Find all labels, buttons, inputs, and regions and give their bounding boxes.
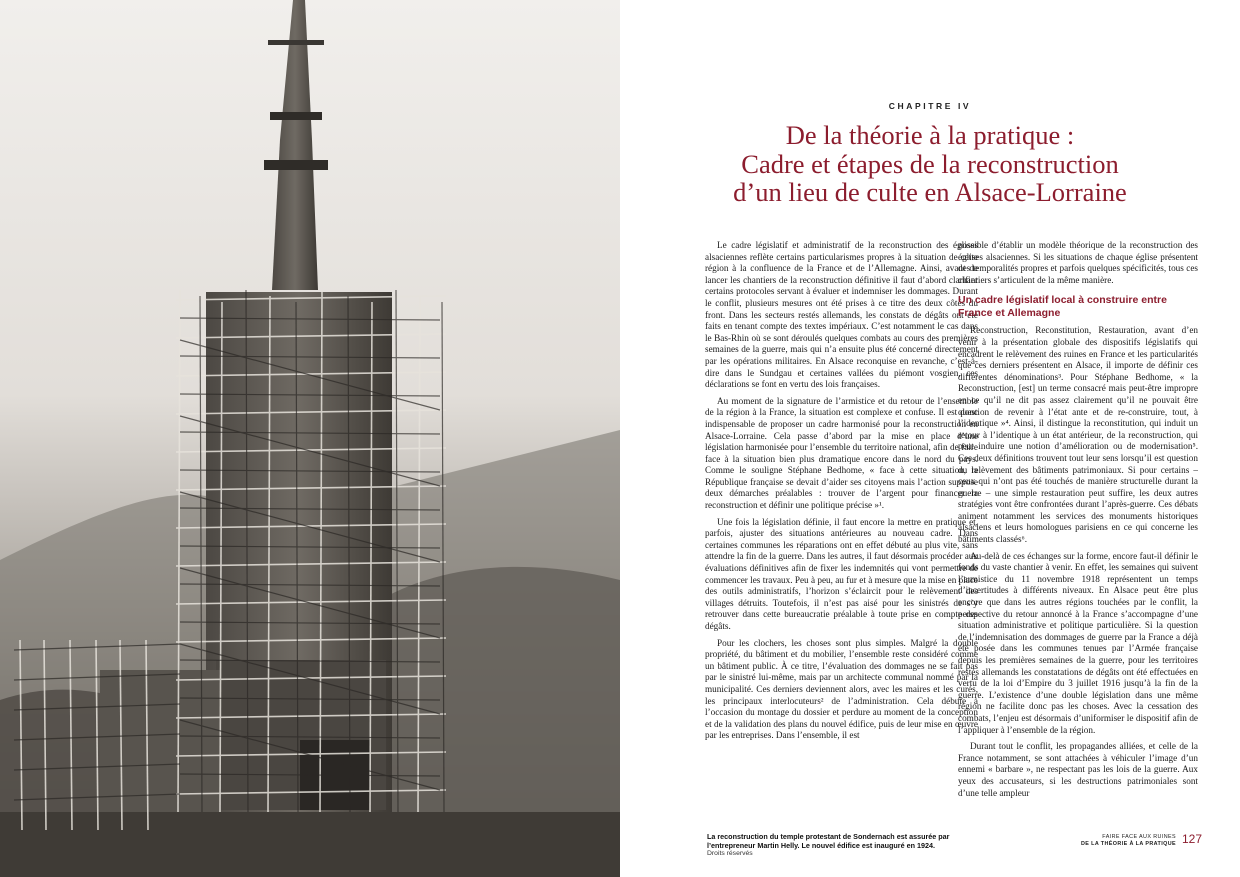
- body-paragraph: Au-delà de ces échanges sur la forme, encore faut-il définir le fonds du vaste chantier à venir. En effet, les semaines qui suivent l’armistice du 11 novembre 1918 représentent un temps d’incertitudes à différents niveaux. En Alsace peut être plus encore que dans les autres régions touchées par le conflit, la perspective du retour annoncé à la France s’accompagne d’une situation administrative et politique particulière. Si la question de l’indemnisation des dommages de guerre par la France a déjà été posée dans les communes tenues par l’Armée française depuis les premières semaines de la guerre, pour les territoires restés allemands les constatations de dégâts ont été effectuées en vertu de la loi d’Empire du 3 juillet 1916 jusqu’à la fin de la guerre. L’existence d’une double législation dans une même région ne facilite donc pas les choses. Avec la cessation des combats, l’enjeu est désormais d’uniformiser le dispositif afin de l’appliquer à l’ensemble de la région.: [958, 550, 1198, 735]
- chapter-title-line: De la théorie à la pratique :: [785, 120, 1075, 150]
- running-head-line: DE LA THÉORIE À LA PRATIQUE: [1080, 840, 1176, 847]
- body-paragraph: Reconstruction, Reconstitution, Restauration, avant d’en venir à la présentation globale des dispositifs législatifs qui encadrent le relèvement des ruines en France et les particularités que ces derniers présentent en Alsace, il importe de définir ces différentes dénominations³. Pour Stéphane Bedhome, « la Reconstruction, [est] un terme consacré mais peut-être impropre en ce qu’il ne dit pas assez clairement qu’il ne pouvait être question de revenir à l’état ante et de re-construire, tout, à l’identique »⁴. Ainsi, il distingue la reconstitution, qui induit un retour à l’identique à un état antérieur, de la reconstruction, qui peut induire une notion d’amélioration ou de modernisation⁵. Ces deux définitions trouvent tout leur sens lorsqu’il est question du relèvement des bâtiments patrimoniaux. Si pour certains – ceux qui n’ont pas été touchés de manière structurelle durant la guerre – une simple restauration peut suffire, les deux autres stratégies vont être confrontées durant l’après-guerre. Ces débats animent notamment les services des monuments historiques alsaciens et leurs homologues parisiens en ce qui concerne les bâtiments classés⁶.: [958, 325, 1198, 545]
- chapter-title-line: Cadre et étapes de la reconstruction: [741, 148, 1119, 179]
- section-heading: Un cadre législatif local à construire entre France et Allemagne: [958, 294, 1167, 319]
- text-column-right: [958, 240, 1198, 805]
- body-paragraph: Le cadre législatif et administratif de la reconstruction des églises alsaciennes reflète certains particularismes propres à la situation de cette région à la confluence de la France et de l’Allemagne. Ainsi, avant de lancer les chantiers de la reconstruction définitive il faut d’abord clarifier certains protocoles servant à évaluer et indemniser les dommages. Durant le conflit, plusieurs mesures ont été prises à ce titre des deux côtés du front. Dans les secteurs restés allemands, les constats de dégâts ont été faits en tenant compte des textes impériaux. C’est notamment le cas dans le Bas-Rhin où se sont déroulés quelques combats au cours des premières semaines de la guerre, mais qui n’a ensuite plus été concerné directement par les opérations militaires. En Alsace reconquise en revanche, c’est-à-dire dans le Sundgau et certaines vallées du piémont vosgien, ces déclarations se font en vertu des lois françaises.: [705, 240, 978, 390]
- running-head: [1038, 834, 1176, 847]
- caption-text: La reconstruction du temple protestant de Sondernach est assurée par l’entrepreneur Martin Helly. Le nouvel édifice est inauguré en 1924.: [707, 832, 950, 850]
- chapter-title-line: d’un lieu de culte en Alsace-Lorraine: [733, 177, 1127, 207]
- caption-credit: Droits réservés: [707, 850, 753, 858]
- running-head-line: FAIRE FACE AUX RUINES: [1102, 834, 1176, 840]
- photo-caption: [707, 833, 977, 859]
- body-paragraph: Durant tout le conflit, les propagandes alliées, et celle de la France notamment, se sont attachées à véhiculer l’image d’un ennemi « barbare », ne respectant pas les lois de la guerre. Aux yeux des accusateurs, si les destructions patrimoniales sont d’une telle ampleur: [958, 741, 1198, 798]
- body-paragraph: Au moment de la signature de l’armistice et du retour de l’ensemble de la région à la France, la situation est complexe et confuse. Il est donc indispensable de proposer un cadre harmonisé pour la reconstruction en Alsace-Lorraine. Cela passe d’abord par la mise en place d’une législation harmonisée pour l’ensemble du territoire national, afin de faire face à la situation bien plus dramatique encore dans le nord du pays. Comme le souligne Stéphane Bedhome, « face à cette situation, la République française se devait d’aider ses citoyens mais l’action suppose deux démarches préalables : trouver de l’argent pour financer la reconstruction et définir une politique précise »¹.: [705, 395, 978, 511]
- page-number: 127: [1182, 832, 1203, 846]
- body-paragraph: Pour les clochers, les choses sont plus simples. Malgré la double propriété, du bâtiment et du mobilier, l’ensemble reste considéré comme un bâtiment public. À ce titre, l’évaluation des dommages ne se fait pas par le sinistré lui-même, mais par un architecte communal nommé par la municipalité. Ces derniers deviennent alors, avec les maires et les curés, les principaux interlocuteurs² de l’administration. Cela débute à l’occasion du montage du dossier et perdure au moment de la conception et de la validation des plans du nouvel édifice, puis de leur mise en œuvre par les entreprises. Dans l’ensemble, il est: [705, 637, 978, 741]
- body-paragraph: possible d’établir un modèle théorique de la reconstruction des églises alsaciennes. Si les situations de chaque église présentent des temporalités propres et parfois quelques spécificités, tous ces chantiers s’articulent de la même manière.: [958, 240, 1198, 285]
- chapter-label: CHAPITRE IV: [888, 101, 972, 111]
- body-paragraph: Une fois la législation définie, il faut encore la mettre en pratique et, parfois, ajuster des situations antérieures au nouveau cadre. Dans certaines communes les réparations ont en effet débuté au plus vite, sans attendre la fin de la guerre. Dans les autres, il faut désormais procéder aux évaluations définitives afin de fixer les indemnités qui vont permettre de commencer les travaux. Peu à peu, au fur et à mesure que la mise en place des outils administratifs, l’horizon s’éclaircit pour le relèvement des villages détruits. Toutefois, il n’est pas aisé pour les sinistrés de s’y retrouver dans cette bureaucratie préalable à toute prise en compte des dégâts.: [705, 516, 978, 631]
- text-column-left: [705, 240, 978, 805]
- chapter-title: [660, 121, 1200, 207]
